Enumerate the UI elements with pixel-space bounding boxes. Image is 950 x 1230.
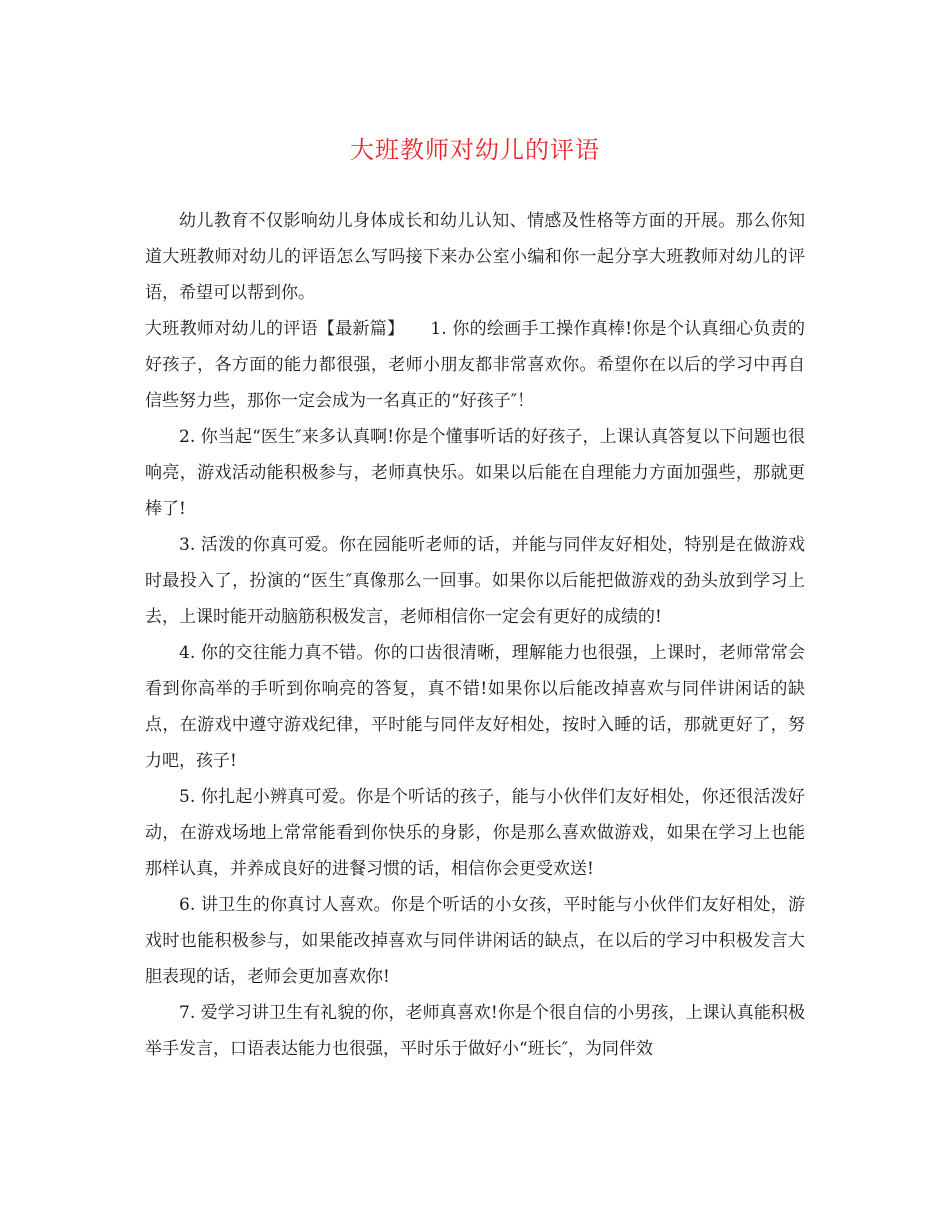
comment-paragraph-1: 大班教师对幼儿的评语【最新篇】 1. 你的绘画手工操作真棒!你是个认真细心负责的好孩子，各方面的能力都很强，老师小朋友都非常喜欢你。希望你在以后的学习中再自信些努力些，那你一定会成为一名真正的“好孩子″！ — [145, 319, 805, 411]
comment-paragraph-3: 3. 活泼的你真可爱。你在园能听老师的话，并能与同伴友好相处，特别是在做游戏时最投入了，扮演的“医生″真像那么一回事。如果你以后能把做游戏的劲头放到学习上去，上课时能开动脑筋积极发言，老师相信你一定会有更好的成绩的! — [145, 535, 805, 627]
document-body — [145, 203, 805, 1067]
comment-paragraph-2: 2. 你当起“医生″来多认真啊!你是个懂事听话的好孩子，上课认真答复以下问题也很响亮，游戏活动能积极参与，老师真快乐。如果以后能在自理能力方面加强些，那就更棒了! — [145, 427, 805, 519]
comment-paragraph-7: 7. 爱学习讲卫生有礼貌的你，老师真喜欢!你是个很自信的小男孩，上课认真能积极举手发言，口语表达能力也很强，平时乐于做好小“班长″，为同伴效 — [145, 1003, 805, 1059]
intro-paragraph: 幼儿教育不仅影响幼儿身体成长和幼儿认知、情感及性格等方面的开展。那么你知道大班教师对幼儿的评语怎么写吗接下来办公室小编和你一起分享大班教师对幼儿的评语，希望可以帮到你。 — [145, 211, 805, 303]
comment-paragraph-5: 5. 你扎起小辨真可爱。你是个听话的孩子，能与小伙伴们友好相处，你还很活泼好动，在游戏场地上常常能看到你快乐的身影，你是那么喜欢做游戏，如果在学习上也能那样认真，并养成良好的进餐习惯的话，相信你会更受欢送! — [145, 787, 805, 879]
comment-paragraph-6: 6. 讲卫生的你真讨人喜欢。你是个听话的小女孩，平时能与小伙伴们友好相处，游戏时也能积极参与，如果能改掉喜欢与同伴讲闲话的缺点，在以后的学习中积极发言大胆表现的话，老师会更加喜欢你! — [145, 895, 805, 987]
comment-paragraph-4: 4. 你的交往能力真不错。你的口齿很清晰，理解能力也很强，上课时，老师常常会看到你高举的手听到你响亮的答复，真不错!如果你以后能改掉喜欢与同伴讲闲话的缺点，在游戏中遵守游戏纪律，平时能与同伴友好相处，按时入睡的话，那就更好了，努力吧，孩子! — [145, 643, 805, 771]
document-title: 大班教师对幼儿的评语 — [350, 136, 600, 164]
